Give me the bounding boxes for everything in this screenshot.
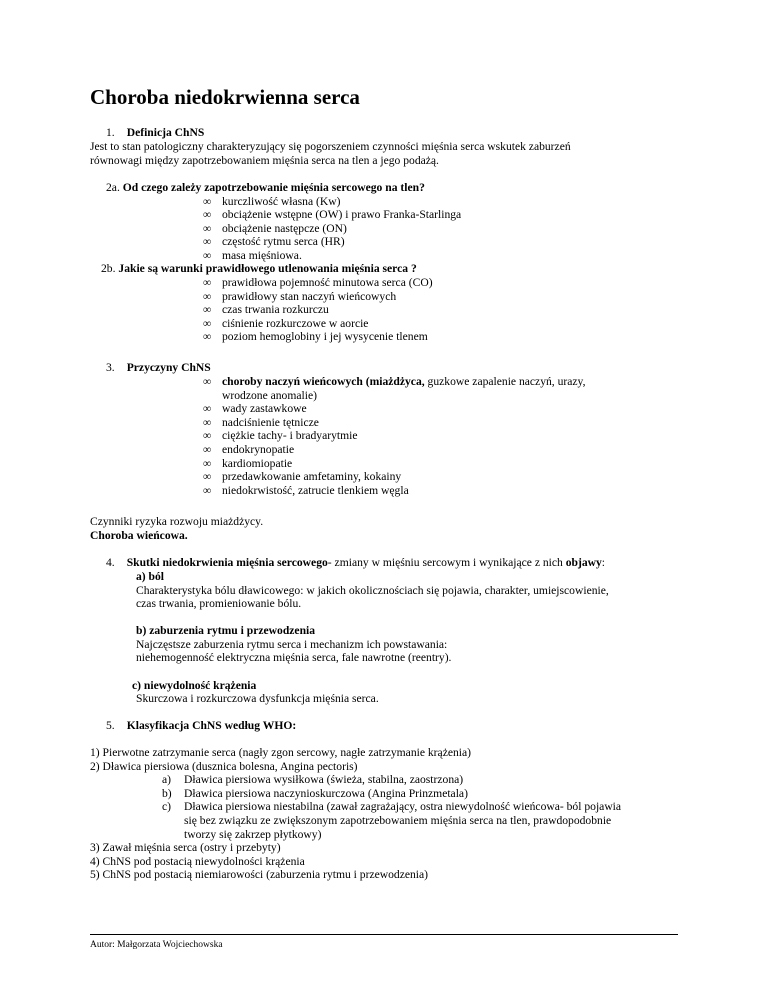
bullet-item: ∞ ciśnienie rozkurczowe w aorcie [203,317,369,330]
section-1-heading [106,126,204,139]
section-2a-title: Od czego zależy zapotrzebowanie mięśnia sercowego na tlen? [122,181,425,194]
infinity-bullet-icon: ∞ [203,429,212,442]
infinity-bullet-icon: ∞ [203,249,212,262]
section-5-number: 5. [106,719,115,732]
infinity-bullet-icon: ∞ [203,402,212,415]
infinity-bullet-icon: ∞ [203,303,212,316]
who-item-5: 5) ChNS pod postacią niemiarowości (zaburzenia rytmu i przewodzenia) [90,868,429,881]
bullet-item: ∞ częstość rytmu serca (HR) [203,235,345,248]
section-2b-number: 2b. [101,262,116,275]
section-4-number: 4. [106,556,115,569]
section-1-number: 1. [106,126,115,139]
infinity-bullet-icon: ∞ [203,235,212,248]
section-4-heading: 4. Skutki niedokrwienia mięśnia sercowego- zmiany w mięśniu sercowym i wynikające z nich objawy: [106,556,606,569]
infinity-bullet-icon: ∞ [203,208,212,221]
section-5-heading [106,719,296,732]
bullet-item: ∞ choroby naczyń wieńcowych (miażdżyca, guzkowe zapalenie naczyń, urazy, [203,375,586,388]
infinity-bullet-icon: ∞ [203,290,212,303]
section-2a-heading [106,181,425,194]
who-item-4: 4) ChNS pod postacią niewydolności krążenia [90,855,305,868]
bullet-item: ∞ endokrynopatie [203,443,295,456]
bullet-item: ∞ obciążenie wstępne (OW) i prawo Franka-Starlinga [203,208,462,221]
bullet-item: ∞ czas trwania rozkurczu [203,303,329,316]
infinity-bullet-icon: ∞ [203,443,212,456]
who-item-2: 2) Dławica piersiowa (dusznica bolesna, Angina pectoris) [90,760,358,773]
infinity-bullet-icon: ∞ [203,222,212,235]
section-3-number: 3. [106,361,115,374]
who-subitem-c: c) Dławica piersiowa niestabilna (zawał zagrażający, ostra niewydolność wieńcowa- ból pojawia [162,800,622,813]
section-1-line-2: równowagi między zapotrzebowaniem mięśnia serca na tlen a jego podażą. [90,154,439,167]
document-title: Choroba niedokrwienna serca [90,85,360,109]
infinity-bullet-icon: ∞ [203,276,212,289]
bullet-item: ∞ nadciśnienie tętnicze [203,416,319,429]
subsection-a-line-2: czas trwania, promieniowanie bólu. [136,597,302,610]
who-subitem-b: b) Dławica piersiowa naczynioskurczowa (Angina Prinzmetala) [162,787,468,800]
section-1-line-1: Jest to stan patologiczny charakteryzujący się pogorszeniem czynności mięśnia serca wskutek zaburzeń [90,140,571,153]
bullet-item: ∞ niedokrwistość, zatrucie tlenkiem węgla [203,484,409,497]
bullet-item: ∞ kurczliwość własna (Kw) [203,195,341,208]
subsection-a-line-1: Charakterystyka bólu dławicowego: w jakich okolicznościach się pojawia, charakter, umiejscowienie, [136,584,609,597]
bullet-item-continuation: wrodzone anomalie) [222,389,317,402]
who-item-3: 3) Zawał mięśnia serca (ostry i przebyty) [90,841,281,854]
footer-divider [90,934,678,935]
bullet-item: ∞ poziom hemoglobiny i jej wysycenie tlenem [203,330,428,343]
bullet-item: ∞ prawidłowy stan naczyń wieńcowych [203,290,397,303]
bullet-item: ∞ obciążenie następcze (ON) [203,222,347,235]
section-1-title: Definicja ChNS [126,126,205,139]
section-2b-heading [101,262,417,275]
section-3-heading [106,361,211,374]
who-subitem-c-continuation-1: się bez związku ze zwiększonym zapotrzebowaniem mięśnia serca na tlen, prawdopodobnie [184,814,612,827]
infinity-bullet-icon: ∞ [203,330,212,343]
section-4-title: Skutki niedokrwienia mięśnia sercowego [126,556,328,569]
bullet-item: ∞ masa mięśniowa. [203,249,302,262]
bullet-item: ∞ przedawkowanie amfetaminy, kokainy [203,470,402,483]
subsection-a-title: a) ból [136,570,165,583]
subsection-c-line: Skurczowa i rozkurczowa dysfunkcja mięśnia serca. [136,692,379,705]
section-2a-number: 2a. [106,181,120,194]
infinity-bullet-icon: ∞ [203,195,212,208]
who-subitem-c-continuation-2: tworzy się zakrzep płytkowy) [184,828,322,841]
footer-author: Autor: Małgorzata Wojciechowska [90,940,223,950]
bullet-item: ∞ ciężkie tachy- i bradyarytmie [203,429,358,442]
who-subitem-a: a) Dławica piersiowa wysiłkowa (świeża, stabilna, zaostrzona) [162,773,464,786]
infinity-bullet-icon: ∞ [203,416,212,429]
subsection-b-title: b) zaburzenia rytmu i przewodzenia [136,624,316,637]
infinity-bullet-icon: ∞ [203,457,212,470]
infinity-bullet-icon: ∞ [203,470,212,483]
risk-factors-line: Czynniki ryzyka rozwoju miażdżycy. [90,515,264,528]
infinity-bullet-icon: ∞ [203,484,212,497]
subsection-c-title: c) niewydolność krążenia [132,679,257,692]
coronary-disease-line: Choroba wieńcowa. [90,529,188,542]
section-5-title: Klasyfikacja ChNS według WHO: [126,719,297,732]
bullet-item: ∞ prawidłowa pojemność minutowa serca (CO) [203,276,433,289]
infinity-bullet-icon: ∞ [203,317,212,330]
subsection-b-line-1: Najczęstsze zaburzenia rytmu serca i mechanizm ich powstawania: [136,638,448,651]
subsection-b-line-2: niehemogenność elektryczna mięśnia serca, fale nawrotne (reentry). [136,651,452,664]
infinity-bullet-icon: ∞ [203,375,212,388]
bullet-item: ∞ wady zastawkowe [203,402,307,415]
bullet-item: ∞ kardiomiopatie [203,457,293,470]
section-2b-title: Jakie są warunki prawidłowego utlenowania mięśnia serca ? [118,262,417,275]
who-item-1: 1) Pierwotne zatrzymanie serca (nagły zgon sercowy, nagłe zatrzymanie krążenia) [90,746,472,759]
section-3-title: Przyczyny ChNS [126,361,211,374]
